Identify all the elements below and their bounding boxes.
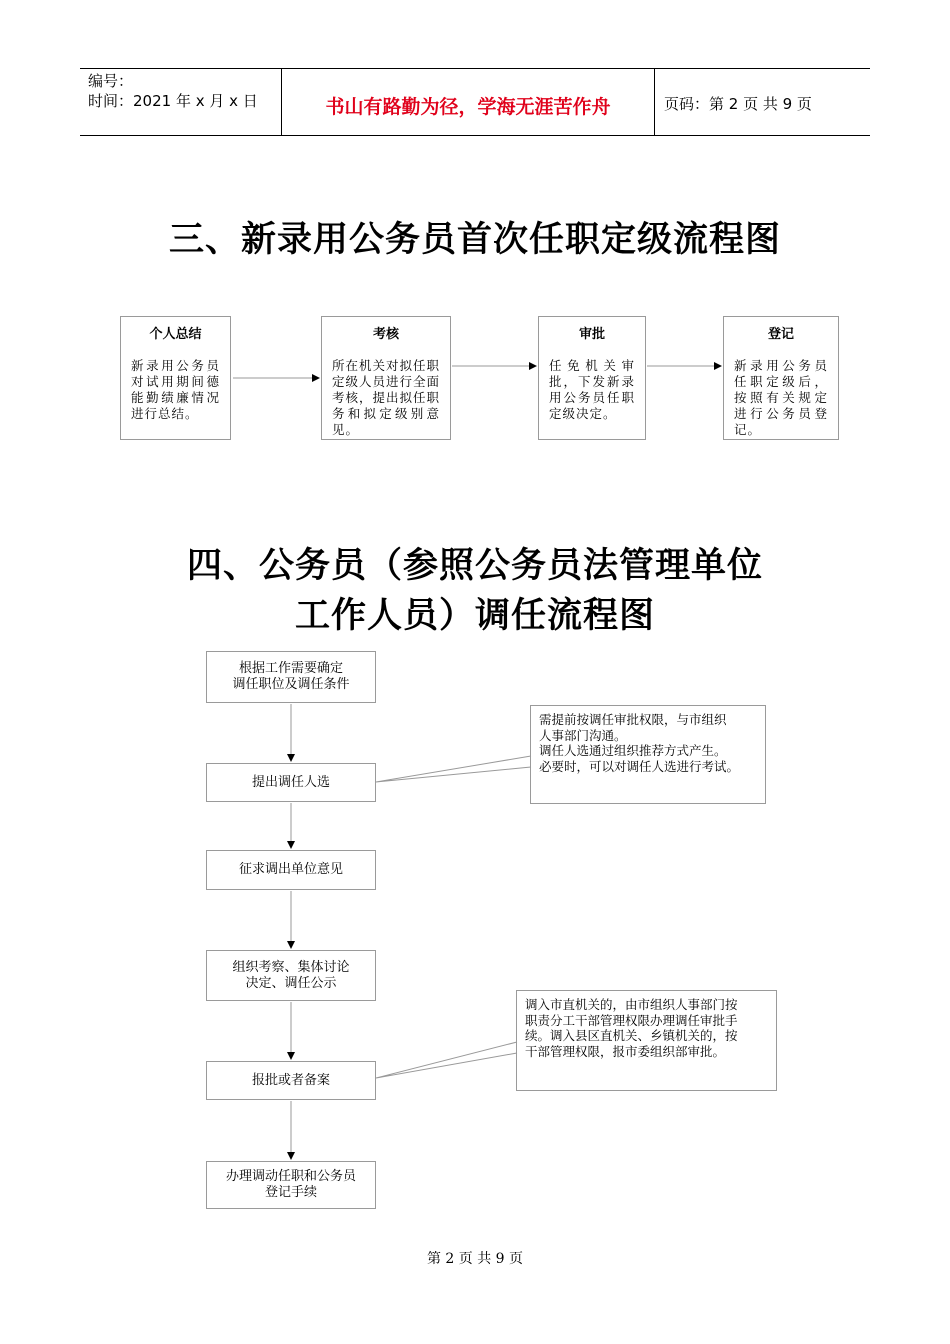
note-line: 调入市直机关的，由市组织人事部门按	[525, 997, 738, 1012]
step-line1: 办理调动任职和公务员	[225, 1169, 356, 1184]
step-desc: 所在机关对拟任职定级人员进行全面考核，提出拟任职务和拟定级别意见。	[332, 358, 441, 437]
note-line: 干部管理权限，报市委组织部审批。	[525, 1043, 726, 1059]
step-line2: 调任职位及调任条件	[232, 677, 350, 692]
step-title: 考核	[372, 327, 399, 342]
step-line1: 组织考察、集体讨论	[232, 959, 350, 975]
note1-pointer	[376, 756, 531, 782]
step-title: 审批	[578, 327, 605, 342]
step-line2: 登记手续	[264, 1185, 317, 1200]
header-page-info: 页码：第 2 页 共 9 页	[664, 95, 812, 113]
note-line: 调任人选通过组织推荐方式产生。	[539, 743, 727, 758]
section4-title-line2: 工作人员）调任流程图	[294, 596, 655, 636]
step-line1: 提出调任人选	[251, 774, 330, 790]
note-line: 续。调入县区直机关、乡镇机关的，按	[525, 1028, 738, 1043]
section3-title: 三、新录用公务员首次任职定级流程图	[168, 220, 781, 260]
page-footer: 第 2 页 共 9 页	[426, 1251, 524, 1267]
note-line: 需提前按调任审批权限，与市组织	[539, 712, 727, 727]
step-desc: 任免机关审批，下发新录用公务员任职定级决定。	[549, 358, 635, 421]
step-line1: 根据工作需要确定	[238, 661, 343, 676]
section4-title-line1: 四、公务员（参照公务员法管理单位	[186, 546, 763, 586]
step-title: 个人总结	[149, 327, 202, 342]
step-desc: 新录用公务员任职定级后，按照有关规定进行公务员登记。	[734, 358, 828, 437]
note-line: 必要时，可以对调任人选进行考试。	[539, 758, 740, 774]
step-desc: 新录用公务员对试用期间德能勤绩廉情况进行总结。	[131, 358, 220, 421]
note-line: 职责分工干部管理权限办理调任审批手	[525, 1012, 738, 1028]
note-line: 人事部门沟通。	[539, 727, 627, 743]
number-label: 编号：	[88, 72, 134, 90]
step-title: 登记	[767, 327, 794, 342]
step-line2: 决定、调任公示	[245, 975, 337, 991]
note2-pointer	[376, 1042, 517, 1078]
step-line1: 报批或者备案	[251, 1072, 330, 1088]
step-line1: 征求调出单位意见	[238, 862, 343, 877]
time-label: 时间：2021 年 x 月 x 日	[88, 92, 258, 110]
header-motto: 书山有路勤为径，学海无涯苦作舟	[325, 96, 611, 118]
